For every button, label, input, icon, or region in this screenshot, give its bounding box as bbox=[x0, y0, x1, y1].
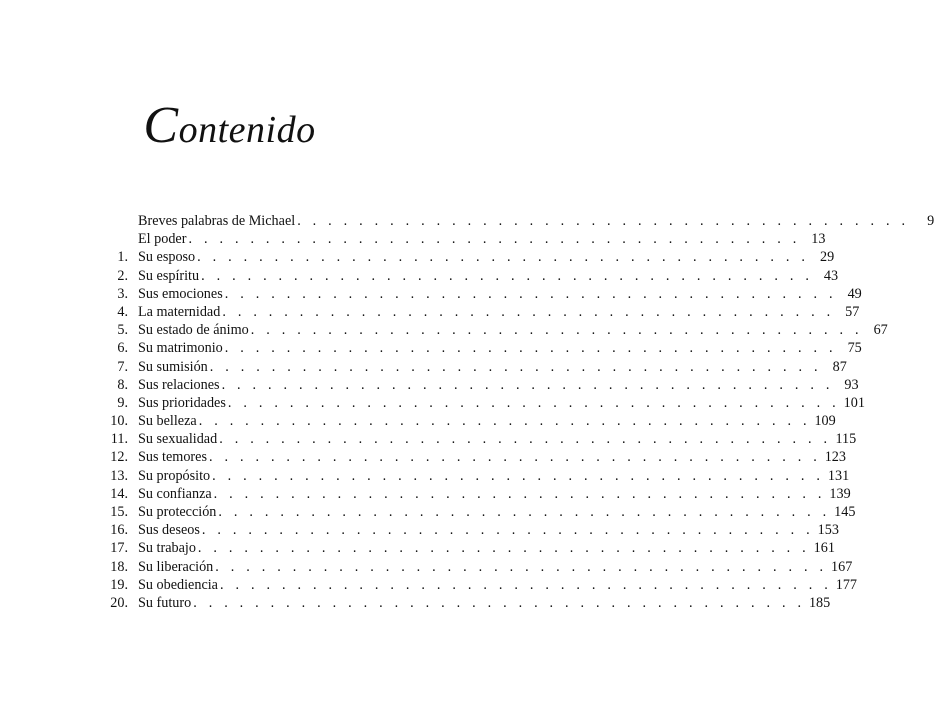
toc-entry bbox=[98, 594, 831, 612]
toc-entry-title: Su belleza bbox=[138, 413, 197, 430]
toc-entry bbox=[98, 376, 859, 394]
toc-entry-body bbox=[138, 230, 826, 248]
toc-entry-number: 15. bbox=[110, 504, 128, 520]
toc-entry-number: 11. bbox=[110, 431, 128, 448]
dot-leader: . . . . . . . . . . . . . . . . . . . . . . . . . . . . . . . . . . . . . . . . bbox=[222, 303, 835, 320]
toc-entry bbox=[98, 285, 862, 303]
toc-entry-number: 14. bbox=[110, 485, 128, 502]
toc-entry-body bbox=[138, 430, 857, 448]
toc-entry-body bbox=[138, 358, 847, 376]
toc-entry-number: 17. bbox=[110, 540, 128, 557]
toc-entry-body bbox=[138, 558, 853, 576]
toc-entry-page-number: 153 bbox=[817, 522, 839, 539]
toc-entry bbox=[98, 503, 856, 521]
toc-entry bbox=[98, 412, 836, 430]
toc-entry-number: 6. bbox=[117, 340, 128, 357]
toc-entry bbox=[98, 448, 846, 466]
dot-leader: . . . . . . . . . . . . . . . . . . . . . . . . . . . . . . . . . . . . . . . . bbox=[221, 376, 834, 393]
dot-leader: . . . . . . . . . . . . . . . . . . . . . . . . . . . . . . . . . . . . . . . . bbox=[188, 231, 801, 248]
toc-entry-title: Su matrimonio bbox=[138, 340, 223, 357]
toc-entry-title: Su trabajo bbox=[138, 540, 196, 557]
toc-entry-body bbox=[138, 339, 862, 357]
dot-leader: . . . . . . . . . . . . . . . . . . . . . . . . . . . . . . . . . . . . . . . . bbox=[213, 485, 826, 502]
toc-entry-page-number: 9 bbox=[927, 213, 934, 229]
toc-entry-page-number: 87 bbox=[832, 358, 847, 375]
toc-entry-number: 7. bbox=[117, 358, 128, 375]
toc-entry-title: Su sexualidad bbox=[138, 431, 218, 448]
toc-entry-number: 16. bbox=[110, 522, 128, 539]
dot-leader: . . . . . . . . . . . . . . . . . . . . . . . . . . . . . . . . . . . . . . . . bbox=[250, 322, 863, 339]
toc-entry-page-number: 167 bbox=[831, 558, 853, 575]
toc-entry-number: 10. bbox=[110, 413, 128, 430]
toc-entry-body bbox=[138, 467, 850, 485]
dot-leader: . . . . . . . . . . . . . . . . . . . . . . . . . . . . . . . . . . . . . . . . bbox=[219, 576, 832, 593]
toc-entry-body bbox=[138, 412, 836, 430]
toc-entry-title: La maternidad bbox=[138, 303, 221, 320]
toc-entry bbox=[98, 358, 847, 376]
toc-entry-page-number: 109 bbox=[814, 413, 836, 430]
toc-entry bbox=[98, 212, 934, 230]
dot-leader: . . . . . . . . . . . . . . . . . . . . . . . . . . . . . . . . . . . . . . . . bbox=[198, 413, 811, 430]
toc-entry bbox=[98, 267, 839, 285]
toc-entry-page-number: 115 bbox=[835, 431, 857, 448]
toc-entry-title: Su propósito bbox=[138, 467, 211, 484]
toc-entry-body bbox=[138, 248, 835, 266]
toc-entry-title: Su protección bbox=[138, 504, 217, 520]
toc-entry-page-number: 145 bbox=[834, 504, 856, 520]
toc-entry-page-number: 29 bbox=[819, 249, 835, 266]
page-title bbox=[0, 97, 459, 154]
toc-entry-body bbox=[138, 285, 862, 303]
toc-entry-page-number: 101 bbox=[843, 394, 865, 411]
toc-entry-body bbox=[138, 303, 860, 321]
toc-entry-page-number: 185 bbox=[808, 594, 831, 611]
toc-entry bbox=[98, 394, 865, 412]
toc-entry-page-number: 139 bbox=[829, 485, 851, 502]
title-rest: ontenido bbox=[178, 109, 316, 151]
toc-entry-body bbox=[138, 376, 859, 394]
toc-entry bbox=[98, 521, 839, 539]
toc-entry-page-number: 49 bbox=[847, 285, 862, 302]
toc-entry-number: 1. bbox=[117, 249, 128, 266]
toc-entry-page-number: 177 bbox=[835, 576, 857, 593]
toc-entry-title: Su estado de ánimo bbox=[138, 322, 249, 339]
toc-entry-title: Sus temores bbox=[138, 449, 207, 466]
toc-entry bbox=[98, 539, 835, 557]
toc-entry-title: Su sumisión bbox=[138, 358, 208, 375]
toc-entry-body bbox=[138, 576, 857, 594]
dot-leader: . . . . . . . . . . . . . . . . . . . . . . . . . . . . . . . . . . . . . . . . bbox=[201, 267, 814, 284]
dot-leader: . . . . . . . . . . . . . . . . . . . . . . . . . . . . . . . . . . . . . . . . bbox=[297, 213, 910, 229]
toc-entry-body bbox=[138, 503, 856, 521]
toc-entry-title: Sus emociones bbox=[138, 285, 223, 302]
toc-entry bbox=[98, 576, 857, 594]
dot-leader: . . . . . . . . . . . . . . . . . . . . . . . . . . . . . . . . . . . . . . . . bbox=[209, 358, 822, 375]
toc-entry-number: 19. bbox=[110, 576, 128, 593]
table-of-contents bbox=[98, 212, 934, 612]
toc-entry-title: Sus prioridades bbox=[138, 394, 226, 411]
toc-entry-page-number: 13 bbox=[811, 231, 826, 248]
toc-entry bbox=[98, 230, 826, 248]
toc-entry-body bbox=[138, 594, 831, 612]
toc-entry-page-number: 161 bbox=[813, 540, 835, 557]
toc-entry-title: Breves palabras de Michael bbox=[138, 213, 296, 229]
toc-entry-body bbox=[138, 267, 839, 285]
toc-entry-body bbox=[138, 394, 865, 412]
toc-entry-title: Su confianza bbox=[138, 485, 212, 502]
toc-entry-number: 9. bbox=[117, 394, 128, 411]
toc-entry bbox=[98, 248, 835, 266]
dot-leader: . . . . . . . . . . . . . . . . . . . . . . . . . . . . . . . . . . . . . . . . bbox=[197, 540, 810, 557]
toc-entry bbox=[98, 339, 862, 357]
toc-entry-body bbox=[138, 539, 835, 557]
dot-leader: . . . . . . . . . . . . . . . . . . . . . . . . . . . . . . . . . . . . . . . . bbox=[218, 504, 831, 520]
toc-entry-number: 20. bbox=[110, 594, 128, 611]
toc-entry-number: 12. bbox=[110, 449, 128, 466]
toc-entry-number: 8. bbox=[117, 376, 128, 393]
toc-entry-page-number: 123 bbox=[824, 449, 846, 466]
toc-entry-title: Su futuro bbox=[138, 594, 192, 611]
toc-entry-page-number: 57 bbox=[845, 303, 860, 320]
toc-entry-number: 4. bbox=[117, 303, 128, 320]
dot-leader: . . . . . . . . . . . . . . . . . . . . . . . . . . . . . . . . . . . . . . . . bbox=[201, 522, 814, 539]
toc-entry-title: Sus deseos bbox=[138, 522, 200, 539]
toc-entry-page-number: 75 bbox=[847, 340, 862, 357]
toc-entry-body bbox=[138, 448, 846, 466]
toc-entry-page-number: 43 bbox=[823, 267, 839, 284]
toc-entry-title: El poder bbox=[138, 231, 187, 248]
toc-entry-number: 18. bbox=[110, 558, 128, 575]
toc-entry bbox=[98, 321, 888, 339]
toc-entry-page-number: 93 bbox=[844, 376, 859, 393]
toc-entry-page-number: 67 bbox=[873, 322, 888, 339]
toc-entry-page-number: 131 bbox=[827, 467, 850, 484]
toc-entry-body bbox=[138, 321, 888, 339]
dot-leader: . . . . . . . . . . . . . . . . . . . . . . . . . . . . . . . . . . . . . . . . bbox=[227, 394, 840, 411]
toc-entry-body bbox=[138, 485, 851, 503]
dot-leader: . . . . . . . . . . . . . . . . . . . . . . . . . . . . . . . . . . . . . . . . bbox=[193, 594, 806, 611]
toc-entry-body bbox=[138, 521, 839, 539]
dot-leader: . . . . . . . . . . . . . . . . . . . . . . . . . . . . . . . . . . . . . . . . bbox=[197, 249, 810, 266]
dot-leader: . . . . . . . . . . . . . . . . . . . . . . . . . . . . . . . . . . . . . . . . bbox=[219, 431, 832, 448]
dot-leader: . . . . . . . . . . . . . . . . . . . . . . . . . . . . . . . . . . . . . . . . bbox=[224, 340, 837, 357]
toc-entry-number: 13. bbox=[110, 467, 128, 484]
title-initial: C bbox=[143, 97, 179, 154]
toc-entry-body bbox=[138, 212, 934, 230]
dot-leader: . . . . . . . . . . . . . . . . . . . . . . . . . . . . . . . . . . . . . . . . bbox=[215, 558, 828, 575]
dot-leader: . . . . . . . . . . . . . . . . . . . . . . . . . . . . . . . . . . . . . . . . bbox=[212, 467, 825, 484]
dot-leader: . . . . . . . . . . . . . . . . . . . . . . . . . . . . . . . . . . . . . . . . bbox=[224, 285, 837, 302]
toc-entry-number: 5. bbox=[117, 322, 128, 339]
toc-entry bbox=[98, 485, 851, 503]
toc-entry-number: 3. bbox=[117, 285, 128, 302]
toc-entry-title: Su espíritu bbox=[138, 267, 200, 284]
toc-entry bbox=[98, 303, 860, 321]
toc-entry-title: Su liberación bbox=[138, 558, 214, 575]
toc-entry-title: Su esposo bbox=[138, 249, 196, 266]
toc-entry-title: Su obediencia bbox=[138, 576, 218, 593]
toc-entry bbox=[98, 467, 850, 485]
toc-entry-title: Sus relaciones bbox=[138, 376, 220, 393]
toc-entry bbox=[98, 558, 853, 576]
toc-entry bbox=[98, 430, 857, 448]
dot-leader: . . . . . . . . . . . . . . . . . . . . . . . . . . . . . . . . . . . . . . . . bbox=[208, 449, 821, 466]
toc-entry-number: 2. bbox=[117, 267, 128, 284]
